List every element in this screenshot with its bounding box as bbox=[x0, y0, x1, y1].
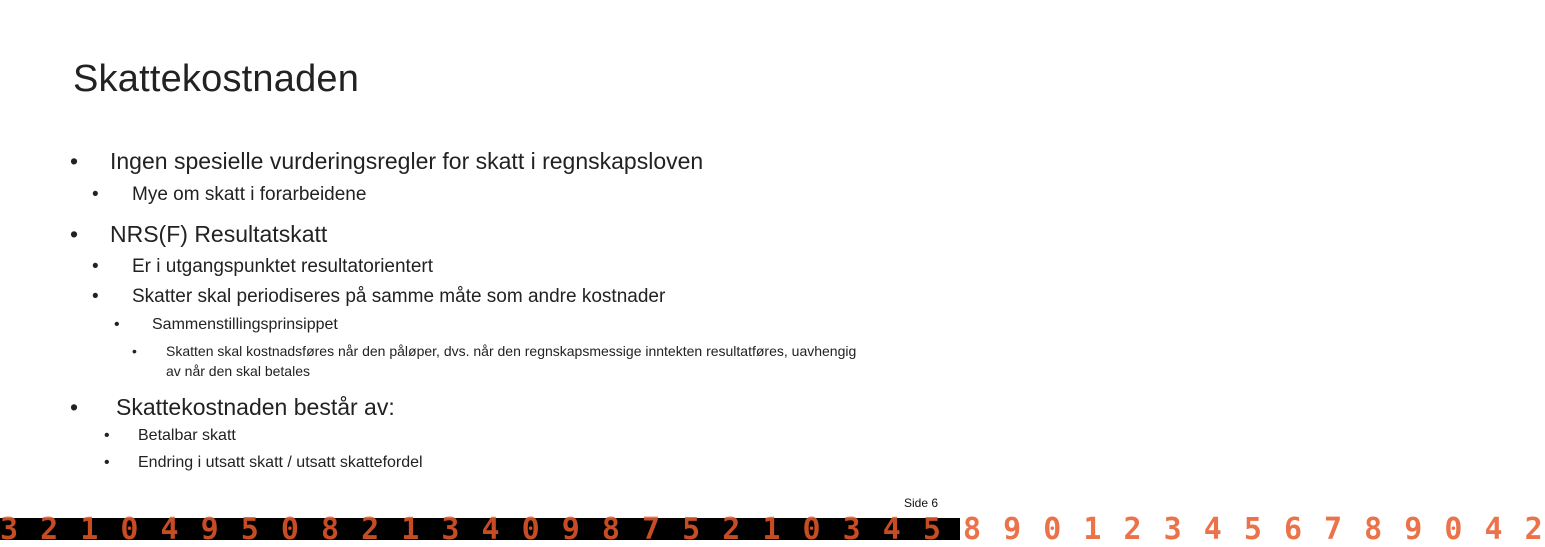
bullet-text: Skatter skal periodiseres på samme måte som andre kostnader bbox=[132, 286, 666, 307]
decorative-digits-graphic: 3 2 1 0 4 9 5 0 8 2 1 3 4 0 9 8 7 5 2 1 0 3 4 5 8 9 0 1 2 3 4 5 6 7 8 9 0 4 2 bbox=[0, 512, 1545, 547]
bullet-text: Er i utgangspunktet resultatorientert bbox=[132, 256, 434, 277]
bullet-marker: • bbox=[114, 316, 120, 333]
bullet-marker: • bbox=[92, 256, 99, 277]
page-number: Side 6 bbox=[903, 496, 938, 510]
bullet-marker: • bbox=[104, 454, 110, 471]
bullet-text: Betalbar skatt bbox=[138, 427, 236, 444]
bullet-marker: • bbox=[70, 148, 79, 174]
bullet-text: NRS(F) Resultatskatt bbox=[110, 221, 328, 247]
decorative-digits-band bbox=[0, 512, 1545, 547]
slide-title: Skattekostnaden bbox=[73, 58, 360, 100]
bullet-text: Skatten skal kostnadsføres når den påløper, dvs. når den regnskapsmessige inntekten resultatføres, uavhengig av når den skal betales bbox=[166, 343, 857, 379]
bullet-text: Ingen spesielle vurderingsregler for skatt i regnskapsloven bbox=[110, 148, 704, 174]
bullet-marker: • bbox=[70, 394, 79, 420]
bullet-marker: • bbox=[104, 427, 110, 444]
bullet-text: Mye om skatt i forarbeidene bbox=[132, 184, 367, 205]
bullet-marker: • bbox=[70, 221, 79, 247]
bullet-text: Endring i utsatt skatt / utsatt skattefordel bbox=[138, 454, 423, 471]
bullet-marker: • bbox=[92, 184, 99, 205]
bullet-marker: • bbox=[132, 343, 137, 359]
bullet-text: Skattekostnaden består av: bbox=[116, 394, 395, 420]
bullet-text: Sammenstillingsprinsippet bbox=[152, 316, 338, 333]
bullet-marker: • bbox=[92, 286, 99, 307]
